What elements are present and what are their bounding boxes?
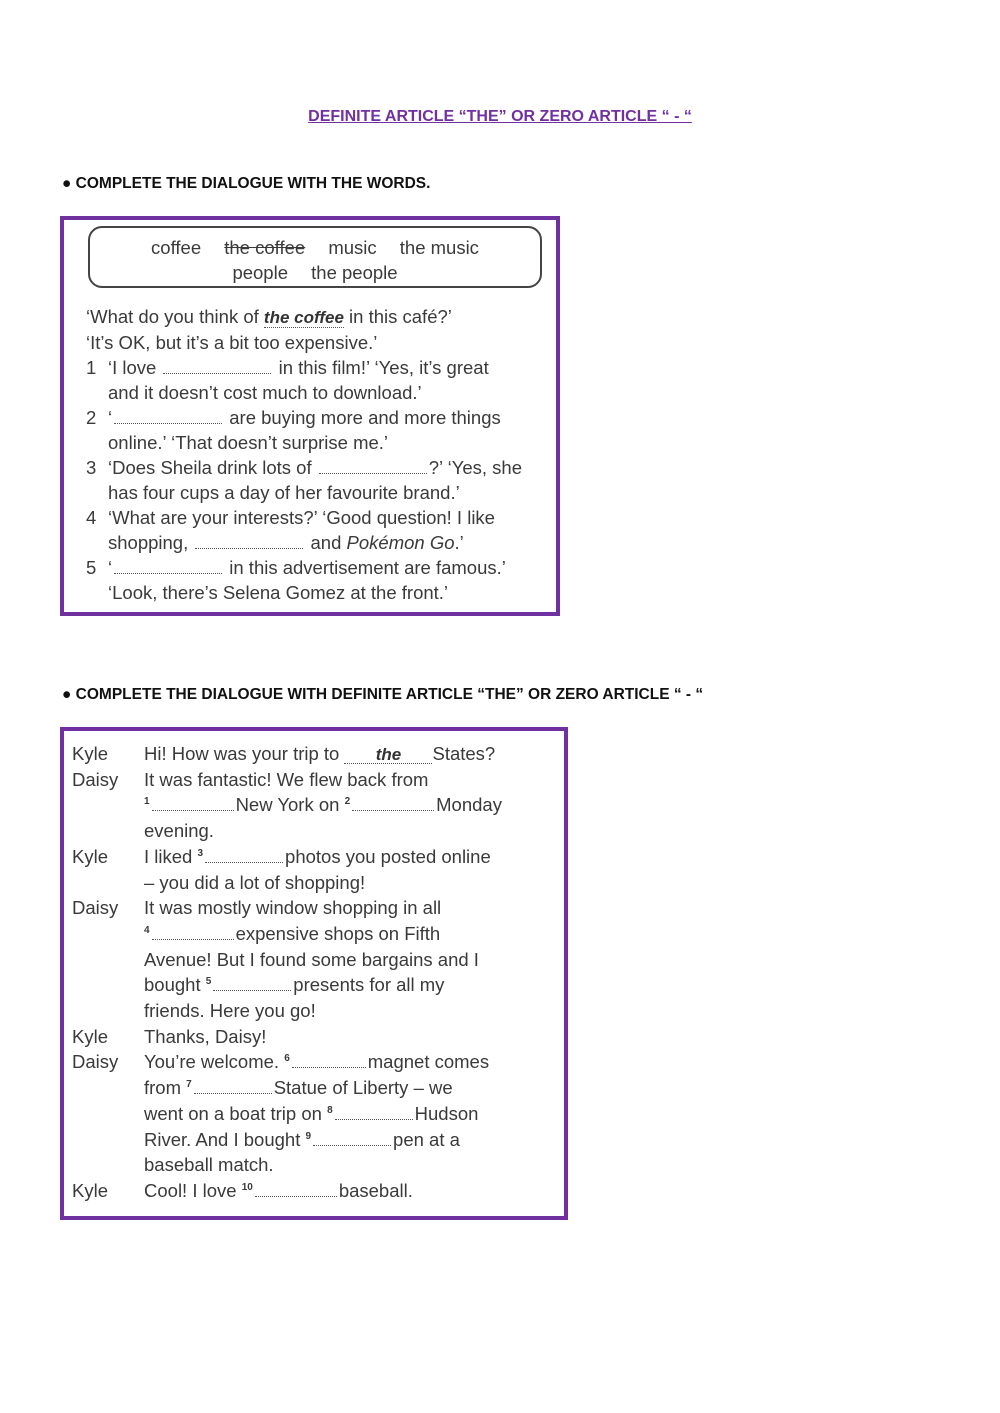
example-line: ‘What do you think of the coffee in this café?’ (86, 306, 452, 327)
exercise1-dialogue: ‘What do you think of the coffee in this café?’ ‘It’s OK, but it’s a bit too expensive.’ 1 ‘I love in this film!’ ‘Yes, it’s great and it doesn’t cost much to download.’ 2 ‘ are buying more and more things online.’ ‘That doesn’t surprise me.’ 3 ‘Does Sheila drink lots of ?’ ‘Yes, she has four cups a day of her favourite brand.’ 4 ‘What are your interests?’ ‘Good question! I like shopping, and Pokémon Go.’ 5 ‘ in this advertisement are famous.’ ‘Look, there’s Selena Gomez at the front.’ (86, 306, 522, 603)
exercise2-dialogue: Kyle Hi! How was your trip to the States? Daisy It was fantastic! We flew back from $^1$ New York on $^2$ Monday evening. Kyle I liked $^3$ photos you posted online – you did a lot of shopping! Daisy It was mostly window shopping in all $^4$ expensive shops on Fifth Avenue! But I found some bargains and I bought $^5$ presents for all my friends. Here you go! Kyle Thanks, Daisy! Daisy You’re welcome. $^6$ magnet comes from $^7$ Statue of Liberty – we went on a boat trip on $^8$ Hudson River. And I bought $^9$ pen at a baseball match. Kyle Cool! I love $^{10}$ baseball. (72, 741, 502, 1204)
item-2: 2 ‘ are buying more and more things (86, 407, 501, 428)
answer-blank-10[interactable] (255, 1181, 337, 1197)
speaker-name: Daisy (72, 1051, 119, 1073)
speaker-name: Daisy (72, 768, 119, 790)
example-answer: the (344, 746, 432, 764)
word-option: coffee (151, 237, 202, 258)
page-title: DEFINITE ARTICLE “THE” OR ZERO ARTICLE “ - “ (308, 108, 692, 125)
word-box (88, 226, 542, 288)
answer-blank-2[interactable] (114, 408, 222, 424)
word-option: the people (311, 262, 398, 283)
answer-blank-6[interactable] (292, 1052, 366, 1068)
item-3: 3 ‘Does Sheila drink lots of ?’ ‘Yes, she (86, 457, 522, 478)
speaker-name: Kyle (72, 845, 108, 867)
answer-blank-3[interactable] (319, 458, 427, 474)
answer-blank-7[interactable] (194, 1078, 272, 1094)
word-option: people (232, 262, 288, 283)
speaker-name: Daisy (72, 897, 119, 919)
answer-blank-4[interactable] (195, 533, 303, 549)
answer-blank-4[interactable] (152, 924, 234, 940)
item-5: 5 ‘ in this advertisement are famous.’ (86, 557, 506, 578)
answer-blank-1[interactable] (163, 358, 271, 374)
answer-blank-8[interactable] (335, 1104, 413, 1120)
word-option-used: the coffee (224, 237, 306, 258)
answer-blank-2[interactable] (352, 795, 434, 811)
item-1: 1 ‘I love in this film!’ ‘Yes, it’s great (86, 357, 489, 378)
answer-blank-9[interactable] (313, 1130, 391, 1146)
answer-blank-5[interactable] (213, 975, 291, 991)
exercise1-instruction: ● COMPLETE THE DIALOGUE WITH THE WORDS. (62, 175, 431, 192)
example-response: ‘It’s OK, but it’s a bit too expensive.’ (86, 332, 378, 353)
answer-blank-1[interactable] (152, 795, 234, 811)
speaker-name: Kyle (72, 1025, 108, 1047)
word-option: the music (399, 237, 479, 258)
exercise2-box (60, 727, 568, 1220)
example-answer: the coffee (263, 308, 344, 327)
item-4: 4 ‘What are your interests?’ ‘Good question! I like (86, 507, 495, 528)
speaker-name: Kyle (72, 1179, 108, 1201)
speaker-name: Kyle (72, 743, 108, 764)
answer-blank-3[interactable] (205, 847, 283, 863)
answer-blank-5[interactable] (114, 558, 222, 574)
exercise2-instruction: ● COMPLETE THE DIALOGUE WITH DEFINITE ARTICLE “THE” OR ZERO ARTICLE “ - “ (62, 686, 704, 703)
word-option: music (328, 237, 377, 258)
exercise1-box (60, 216, 560, 616)
